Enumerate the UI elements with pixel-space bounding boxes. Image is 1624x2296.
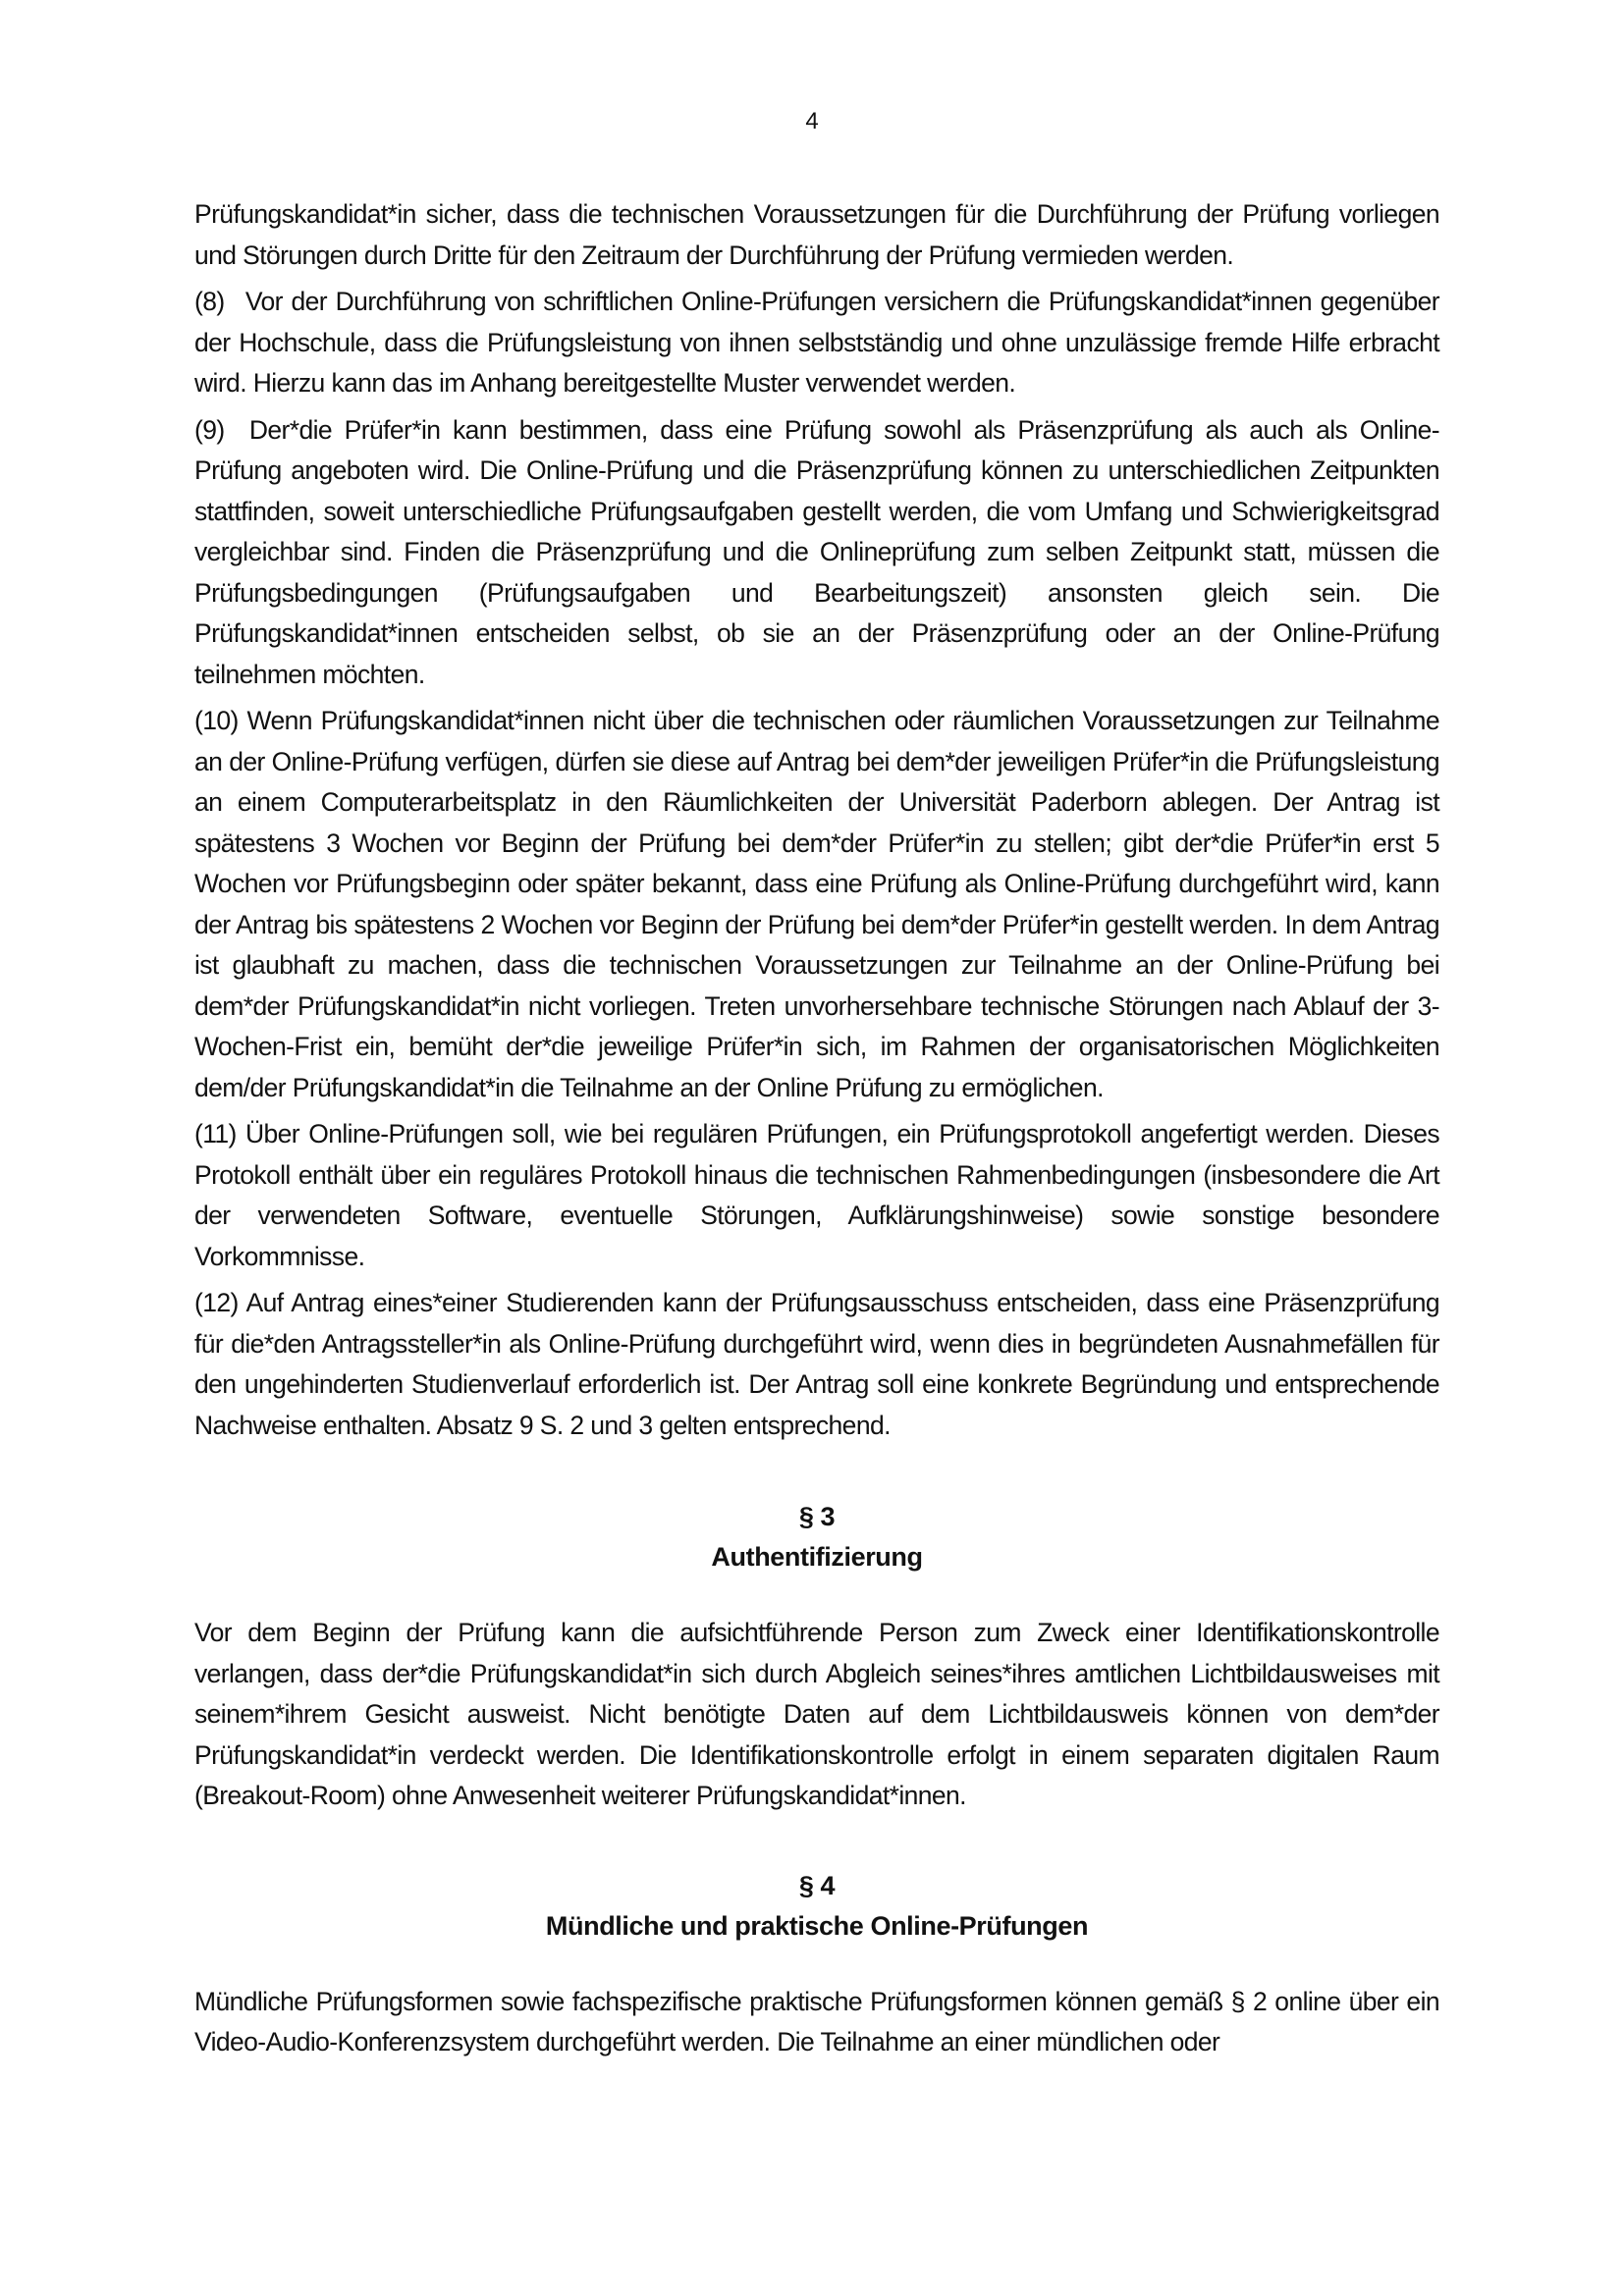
section-4-text: Mündliche Prüfungsformen sowie fachspezifische praktische Prüfungsformen können gemäß § 2 online über ein Video-Audio-Konferenzsystem durchgeführt werden. Die Teilnahme an einer mündlichen oder <box>194 1986 1439 2056</box>
section-3-number: § 3 <box>798 1502 836 1531</box>
section-4-heading <box>194 1866 1439 1947</box>
paragraph-8: (8) Vor der Durchführung von schriftlichen Online-Prüfungen versichern die Prüfungskandidat*innen gegenüber der Hochschule, dass die Prüfungsleistung von ihnen selbstständig und ohne unzulässige fremde Hilfe erbracht wird. Hierzu kann das im Anhang bereitgestellte Muster verwendet werden. <box>194 287 1439 398</box>
section-4-title: Mündliche und praktische Online-Prüfungen <box>545 1910 1089 1941</box>
paragraph-continuation: Prüfungskandidat*in sicher, dass die technischen Voraussetzungen für die Durchführung der Prüfung vorliegen und Störungen durch Dritte für den Zeitraum der Durchführung der Prüfung vermieden werden. <box>194 199 1439 270</box>
paragraph-12: (12) Auf Antrag eines*einer Studierenden kann der Prüfungsausschuss entscheiden, dass eine Präsenzprüfung für die*den Antragssteller*in als Online-Prüfung durchgeführt wird, wenn dies in begründeten Ausnahmefällen für den ungehinderten Studienverlauf erforderlich ist. Der Antrag soll eine konkrete Begründung und entsprechende Nachweise enthalten. Absatz 9 S. 2 und 3 gelten entsprechend. <box>194 1288 1439 1440</box>
section-3-text: Vor dem Beginn der Prüfung kann die aufsichtführende Person zum Zweck einer Identifikationskontrolle verlangen, dass der*die Prüfungskandidat*in sich durch Abgleich seines*ihres amtlichen Lichtbildausweises mit seinem*ihrem Gesicht ausweist. Nicht benötigte Daten auf dem Lichtbildausweis können von dem*der Prüfungskandidat*in verdeckt werden. Die Identifikationskontrolle erfolgt in einem separaten digitalen Raum (Breakout-Room) ohne Anwesenheit weiterer Prüfungskandidat*innen. <box>194 1618 1439 1810</box>
paragraph-10: (10) Wenn Prüfungskandidat*innen nicht über die technischen oder räumlichen Voraussetzungen zur Teilnahme an der Online-Prüfung verfügen, dürfen sie diese auf Antrag bei dem*der jeweiligen Prüfer*in die Prüfungsleistung an einem Computerarbeitsplatz in den Räumlichkeiten der Universität Paderborn ablegen. Der Antrag ist spätestens 3 Wochen vor Beginn der Prüfung bei dem*der Prüfer*in zu stellen; gibt der*die Prüfer*in erst 5 Wochen vor Prüfungsbeginn oder später bekannt, dass eine Prüfung als Online-Prüfung durchgeführt wird, kann der Antrag bis spätestens 2 Wochen vor Beginn der Prüfung bei dem*der Prüfer*in gestellt werden. In dem Antrag ist glaubhaft zu machen, dass die technischen Voraussetzungen zur Teilnahme an der Online-Prüfung bei dem*der Prüfungskandidat*in nicht vorliegen. Treten unvorhersehbare technische Störungen nach Ablauf der 3-Wochen-Frist ein, bemüht der*die jeweilige Prüfer*in sich, im Rahmen der organisatorischen Möglichkeiten dem/der Prüfungskandidat*in die Teilnahme an der Online Prüfung zu ermöglichen. <box>194 706 1439 1102</box>
document-body <box>194 194 1439 2069</box>
section-3-heading <box>194 1497 1439 1577</box>
section-3-title: Authentifizierung <box>711 1542 923 1572</box>
section-4-number: § 4 <box>798 1870 836 1900</box>
page-number: 4 <box>805 108 819 134</box>
paragraph-9: (9) Der*die Prüfer*in kann bestimmen, dass eine Prüfung sowohl als Präsenzprüfung als auch als Online-Prüfung angeboten wird. Die Online-Prüfung und die Präsenzprüfung können zu unterschiedlichen Zeitpunkten stattfinden, soweit unterschiedliche Prüfungsaufgaben gestellt werden, die vom Umfang und Schwierigkeitsgrad vergleichbar sind. Finden die Präsenzprüfung und die Onlineprüfung zum selben Zeitpunkt statt, müssen die Prüfungsbedingungen (Prüfungsaufgaben und Bearbeitungszeit) ansonsten gleich sein. Die Prüfungskandidat*innen entscheiden selbst, ob sie an der Präsenzprüfung oder an der Online-Prüfung teilnehmen möchten. <box>194 414 1439 689</box>
paragraph-11: (11) Über Online-Prüfungen soll, wie bei regulären Prüfungen, ein Prüfungsprotokoll angefertigt werden. Dieses Protokoll enthält über ein reguläres Protokoll hinaus die technischen Rahmenbedingungen (insbesondere die Art der verwendeten Software, eventuelle Störungen, Aufklärungshinweise) sowie sonstige besondere Vorkommnisse. <box>194 1119 1439 1271</box>
